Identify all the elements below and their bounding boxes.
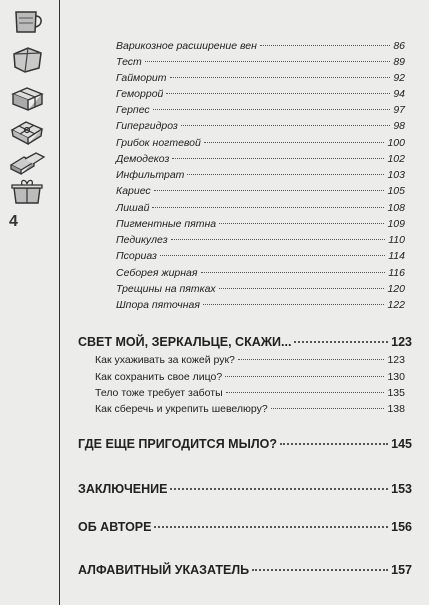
dot-leader [204,142,385,143]
entry-title: Варикозное расширение вен [116,40,257,52]
entry-title: Демодекоз [116,153,170,165]
heading-title: АЛФАВИТНЫЙ УКАЗАТЕЛЬ [78,563,250,577]
entry-title: Шпора пяточная [116,299,200,311]
entry-page: 130 [387,371,405,383]
dot-leader [153,109,391,110]
entry-title: Тело тоже требует заботы [95,387,223,399]
dot-leader [238,359,385,360]
toc-subentry[interactable] [116,218,405,232]
toc-subentry[interactable] [116,153,405,167]
heading-page: 156 [391,520,412,534]
mug-icon [8,6,46,36]
dot-leader [252,569,388,571]
toc-subentry[interactable] [116,120,405,134]
toc-section-heading[interactable] [78,335,412,352]
entry-page: 109 [387,218,405,230]
entry-page: 100 [387,137,405,149]
toc-subentry[interactable] [116,283,405,297]
entry-title: Гайморит [116,72,167,84]
toc-subentry[interactable] [116,56,405,70]
toc-subentry[interactable] [116,88,405,102]
entry-title: Себорея жирная [116,267,198,279]
dot-leader [225,376,384,377]
entry-title: Пигментные пятна [116,218,217,230]
gift-basket-icon [8,176,46,206]
toc-heading[interactable] [78,437,412,454]
entry-page: 97 [393,104,405,116]
entry-title: Гипергидроз [116,120,178,132]
entry-page: 89 [393,56,405,68]
toc-heading[interactable] [78,563,412,580]
toc-subentry[interactable] [116,169,405,183]
toc-subentry[interactable] [116,234,405,248]
entry-page: 103 [387,169,405,181]
entry-page: 116 [388,267,405,279]
section-title: СВЕТ МОЙ, ЗЕРКАЛЬЦЕ, СКАЖИ... [78,335,292,349]
entry-title: Геморрой [116,88,164,100]
entry-page: 92 [393,72,405,84]
entry-title: Тест [116,56,142,68]
entry-page: 94 [393,88,405,100]
dot-leader [294,341,388,343]
entry-page: 114 [388,250,405,262]
dot-leader [171,239,386,240]
wrapped-gift-icon [8,82,46,112]
toc-heading[interactable] [78,520,412,537]
toc-subentry[interactable] [116,72,405,86]
dot-leader [181,125,391,126]
entry-title: Герпес [116,104,150,116]
toc-subentry[interactable] [116,267,405,281]
dot-leader [201,272,386,273]
dot-leader [152,207,384,208]
section-page: 123 [391,335,412,349]
dot-leader [145,61,391,62]
entry-page: 135 [387,387,405,399]
dot-leader [280,443,388,445]
heading-page: 153 [391,482,412,496]
toc-subentry[interactable] [116,202,405,216]
dot-leader [170,488,388,490]
gift-box-icon [8,44,46,74]
ribbon-gift-icon [8,116,46,146]
dot-leader [154,526,388,528]
entry-title: Лишай [116,202,150,214]
stacked-boxes-icon [8,147,46,177]
heading-page: 157 [391,563,412,577]
entry-page: 86 [393,40,405,52]
dot-leader [219,288,385,289]
dot-leader [172,158,384,159]
entry-title: Кариес [116,185,151,197]
toc-subentry[interactable] [116,250,405,264]
entry-title: Грибок ногтевой [116,137,201,149]
entry-page: 110 [388,234,405,246]
heading-title: ОБ АВТОРЕ [78,520,152,534]
heading-title: ГДЕ ЕЩЕ ПРИГОДИТСЯ МЫЛО? [78,437,277,451]
dot-leader [260,45,390,46]
dot-leader [154,190,385,191]
page-number: 4 [9,213,18,230]
toc-subentry[interactable] [116,137,405,151]
dot-leader [170,77,391,78]
toc-subentry[interactable] [116,40,405,54]
entry-title: Педикулез [116,234,168,246]
dot-leader [226,392,385,393]
entry-page: 120 [387,283,405,295]
toc-heading[interactable] [78,482,412,499]
toc-subentry[interactable] [116,299,405,313]
dot-leader [203,304,385,305]
dot-leader [187,174,384,175]
dot-leader [219,223,384,224]
entry-title: Трещины на пятках [116,283,216,295]
margin-rule [59,0,60,605]
dot-leader [160,255,385,256]
toc-entry[interactable] [95,403,405,417]
entry-title: Как сохранить свое лицо? [95,371,223,383]
toc-entry[interactable] [95,354,405,368]
toc-subentry[interactable] [116,104,405,118]
heading-page: 145 [391,437,412,451]
entry-page: 98 [393,120,405,132]
entry-title: Псориаз [116,250,157,262]
dot-leader [166,93,390,94]
toc-subentry[interactable] [116,185,405,199]
entry-page: 105 [387,185,405,197]
entry-page: 123 [387,354,405,366]
entry-page: 122 [387,299,405,311]
entry-page: 108 [387,202,405,214]
heading-title: ЗАКЛЮЧЕНИЕ [78,482,168,496]
entry-page: 138 [387,403,405,415]
entry-title: Инфильтрат [116,169,185,181]
entry-title: Как сберечь и укрепить шевелюру? [95,403,268,415]
entry-page: 102 [387,153,405,165]
dot-leader [271,408,385,409]
toc-entry[interactable] [95,371,405,385]
toc-entry[interactable] [95,387,405,401]
entry-title: Как ухаживать за кожей рук? [95,354,235,366]
